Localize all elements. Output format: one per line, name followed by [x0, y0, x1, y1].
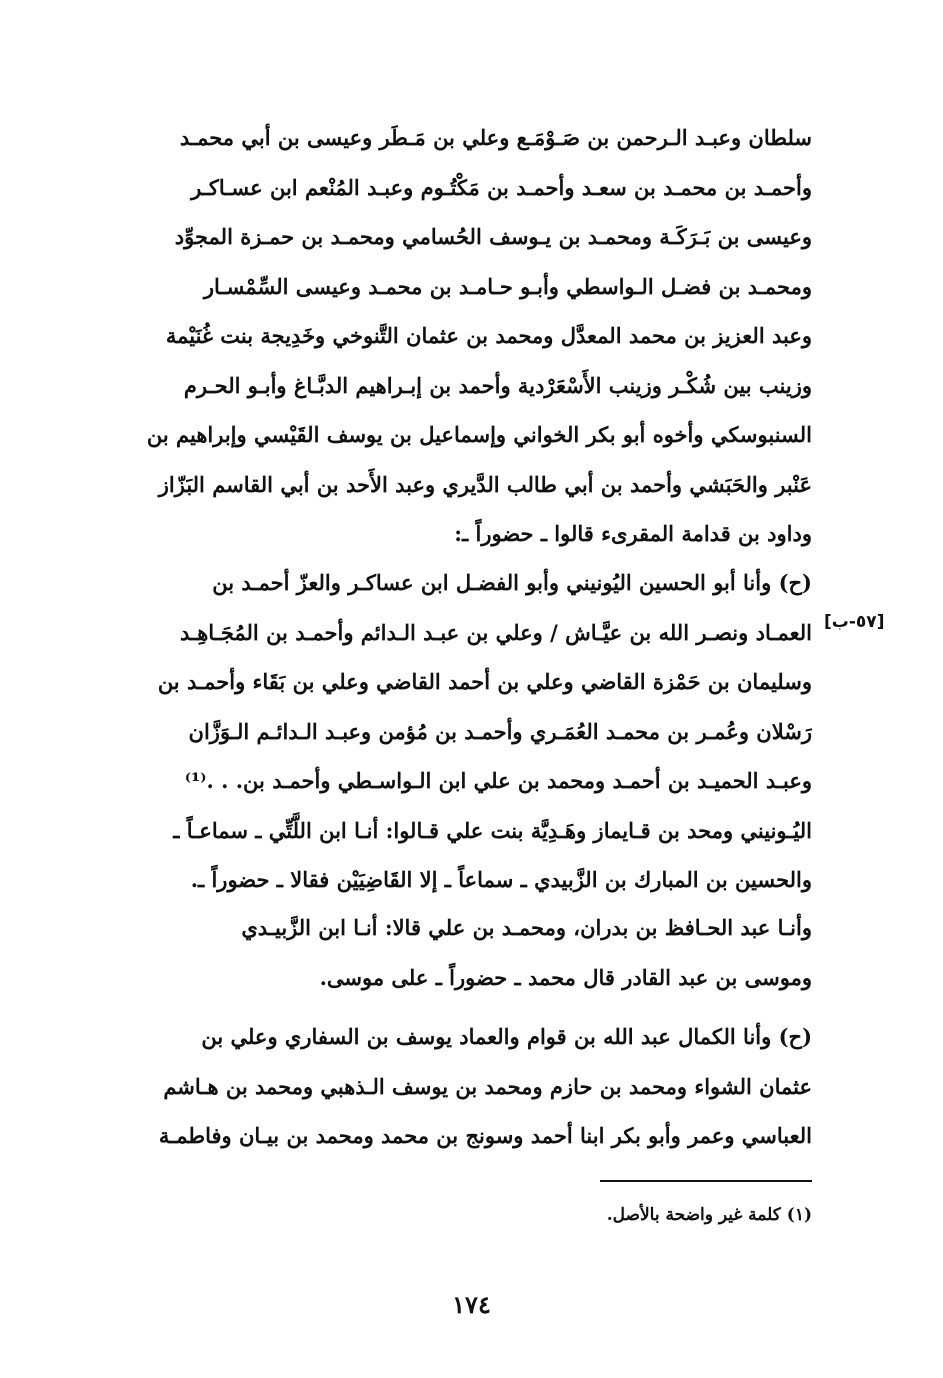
text-line: وأحمـد بن محمـد بن سعـد وأحمـد بن مَكْتُـوم وعبـد المُنْعم ابن عسـاكـر — [191, 174, 812, 200]
manuscript-folio-marker: [٥٧-ب] — [824, 612, 885, 632]
text-line: اليُـونيني ومحد بن قـايماز وهَـدِيَّة بنت علي قـالوا: أنـا ابن اللَّتِّي ـ سماعـاً ـ — [173, 817, 812, 843]
text-line: (ح) وأنا الكمال عبد الله بن قوام والعماد يوسف بن السفاري وعلي بن — [201, 1024, 812, 1049]
text-line: ومحمـد بن فضـل الـواسطي وأبـو حـامـد بن محمـد وعيسى السِّمْسـار — [203, 273, 812, 299]
text-line: العمـاد ونصـر الله بن عيَّـاش / وعلي بن عبـد الـدائم وأحمـد بن المُجَـاهِـد — [180, 619, 812, 645]
text-line: سلطان وعبـد الـرحمن بن صَـوْمَـع وعلي بن مَـطَر وعيسى بن أبي محمـد — [179, 125, 812, 150]
paragraph-2 — [112, 558, 812, 905]
page-number: ١٧٤ — [452, 1290, 491, 1319]
text-line: عَنْبر والحَبَشي وأحمد بن أبي طالب الدَّيري وعبد الأَحد بن أبي القاسم البَزّاز — [158, 471, 812, 497]
text-line: وزينب بين شُكْـر وزينب الأَسْعَرْدية وأحمد بن إبـراهيم الدبَّـاغ وأبـو الحـرم — [183, 372, 812, 398]
text-line: رَسْلان وعُمـر بن محمـد العُمَـري وأحمـد بن مُؤمن وعبـد الـدائـم الـوَزَّان — [188, 718, 812, 744]
text-line: وسليمان بن حَمْزة القاضي وعلي بن أحمد القاضي وعلي بن بَقَاء وأحمـد بن — [157, 669, 812, 694]
text-line: السنبوسكي وأخوه أبو بكر الخواني وإسماعيل بن يوسف القَيْسي وإبراهيم بن — [146, 422, 812, 447]
text-line: وعبد العزيز بن محمد المعدَّل ومحمد بن عثمان التَّنوخي وخَدِيجة بنت غُنَيْمة — [165, 323, 812, 348]
paragraph-3 — [112, 903, 812, 1002]
paragraph-1 — [112, 113, 812, 559]
text-line: (ح) وأنا أبو الحسين اليُونيني وأبو الفضـل ابن عساكـر والعزّ أحمـد بن — [212, 570, 812, 595]
text-line: وأنـا عبد الحـافظ بن بدران، ومحمـد بن علي قالا: أنـا ابن الزَّبيـدي — [241, 915, 812, 940]
text-line: وعبـد الحميـد بن أحمـد ومحمد بن علي ابن الـواسـطي وأحمـد بن. . .⁽¹⁾ — [184, 768, 812, 793]
footnote: (١) كلمة غير واضحة بالأصل. — [606, 1205, 812, 1225]
text-line: العباسي وعمر وأبو بكر ابنا أحمد وسونج بن محمد ومحمد بن بيـان وفاطمـة — [158, 1123, 812, 1148]
text-line: والحسين بن المبارك بن الزَّبيدي ـ سماعاً ـ إلا القَاضِيَيْن فقالا ـ حضوراً ـ. — [190, 867, 812, 892]
paragraph-4 — [112, 1012, 812, 1161]
text-line: وداود بن قدامة المقرىء قالوا ـ حضوراً ـ: — [454, 521, 812, 546]
footnote-divider — [600, 1180, 812, 1182]
text-line: وعيسى بن بَـرَكَـة ومحمـد بن يـوسف الحُسامي ومحمـد بن حمـزة المجوِّد — [174, 224, 812, 249]
text-line: وموسى بن عبد القادر قال محمد ـ حضوراً ـ على موسى. — [319, 964, 812, 990]
text-line: عثمان الشواء ومحمد بن حازم ومحمد بن يوسف الـذهبي ومحمد بن هـاشم — [163, 1073, 812, 1099]
